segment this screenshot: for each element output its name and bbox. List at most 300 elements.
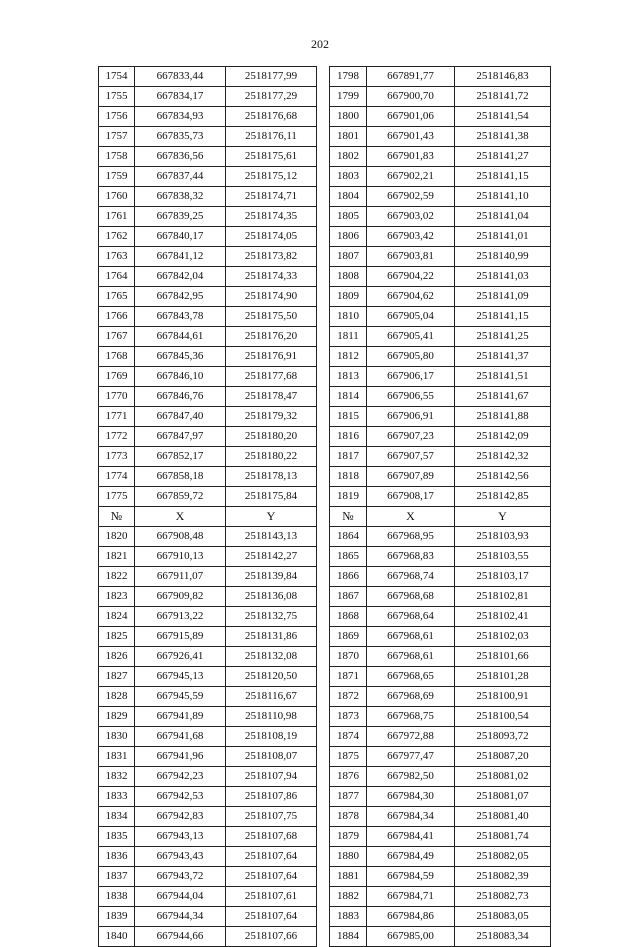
cell-right-no: 1865 — [330, 547, 367, 567]
table-row — [99, 847, 551, 867]
cell-left-x: 667943,13 — [135, 827, 226, 847]
cell-right-x: 667968,95 — [367, 527, 455, 547]
cell-left-y: 2518107,86 — [226, 787, 317, 807]
cell-left-y: 2518175,84 — [226, 487, 317, 507]
cell-right-no: 1817 — [330, 447, 367, 467]
cell-right-x: 667891,77 — [367, 67, 455, 87]
cell-left-x: 667835,73 — [135, 127, 226, 147]
cell-left-x: 667941,89 — [135, 707, 226, 727]
cell-left-no: 1827 — [99, 667, 135, 687]
table-row — [99, 767, 551, 787]
cell-left-y: 2518175,12 — [226, 167, 317, 187]
cell-left-no: 1838 — [99, 887, 135, 907]
cell-right-x: 667968,65 — [367, 667, 455, 687]
header-right-no: № — [330, 507, 367, 527]
cell-right-no: 1808 — [330, 267, 367, 287]
header-right-y: Y — [455, 507, 551, 527]
cell-left-no: 1820 — [99, 527, 135, 547]
cell-right-no: 1815 — [330, 407, 367, 427]
cell-left-y: 2518177,29 — [226, 87, 317, 107]
cell-right-no: 1868 — [330, 607, 367, 627]
table-row — [99, 587, 551, 607]
cell-left-y: 2518107,61 — [226, 887, 317, 907]
column-gap — [317, 607, 330, 627]
cell-right-x: 667905,80 — [367, 347, 455, 367]
cell-right-x: 667905,04 — [367, 307, 455, 327]
cell-left-x: 667844,61 — [135, 327, 226, 347]
table-row — [99, 167, 551, 187]
cell-left-no: 1826 — [99, 647, 135, 667]
cell-left-x: 667834,17 — [135, 87, 226, 107]
cell-right-y: 2518093,72 — [455, 727, 551, 747]
header-left-x: X — [135, 507, 226, 527]
table-row — [99, 247, 551, 267]
table-row — [99, 147, 551, 167]
cell-right-x: 667904,22 — [367, 267, 455, 287]
cell-right-x: 667968,61 — [367, 647, 455, 667]
cell-right-y: 2518142,32 — [455, 447, 551, 467]
cell-left-x: 667837,44 — [135, 167, 226, 187]
cell-left-no: 1833 — [99, 787, 135, 807]
cell-left-y: 2518107,94 — [226, 767, 317, 787]
table-row — [99, 307, 551, 327]
cell-right-no: 1802 — [330, 147, 367, 167]
cell-right-y: 2518142,56 — [455, 467, 551, 487]
cell-right-no: 1869 — [330, 627, 367, 647]
cell-left-y: 2518174,05 — [226, 227, 317, 247]
cell-right-no: 1807 — [330, 247, 367, 267]
cell-right-y: 2518102,41 — [455, 607, 551, 627]
cell-right-no: 1871 — [330, 667, 367, 687]
cell-right-no: 1805 — [330, 207, 367, 227]
cell-left-no: 1758 — [99, 147, 135, 167]
cell-left-y: 2518110,98 — [226, 707, 317, 727]
cell-right-y: 2518141,27 — [455, 147, 551, 167]
table-row — [99, 327, 551, 347]
table-row — [99, 227, 551, 247]
cell-left-no: 1775 — [99, 487, 135, 507]
column-gap — [317, 367, 330, 387]
cell-left-x: 667847,40 — [135, 407, 226, 427]
cell-right-x: 667982,50 — [367, 767, 455, 787]
cell-left-x: 667847,97 — [135, 427, 226, 447]
cell-left-x: 667846,76 — [135, 387, 226, 407]
cell-right-x: 667984,49 — [367, 847, 455, 867]
cell-left-y: 2518142,27 — [226, 547, 317, 567]
table-row — [99, 787, 551, 807]
column-gap — [317, 447, 330, 467]
cell-left-x: 667943,43 — [135, 847, 226, 867]
column-gap — [317, 907, 330, 927]
cell-right-y: 2518141,04 — [455, 207, 551, 227]
table-row — [99, 827, 551, 847]
cell-left-y: 2518180,22 — [226, 447, 317, 467]
table-row — [99, 67, 551, 87]
cell-left-no: 1757 — [99, 127, 135, 147]
column-gap — [317, 767, 330, 787]
cell-right-y: 2518103,93 — [455, 527, 551, 547]
column-gap — [317, 107, 330, 127]
cell-right-no: 1876 — [330, 767, 367, 787]
column-gap — [317, 527, 330, 547]
cell-left-y: 2518176,91 — [226, 347, 317, 367]
cell-right-y: 2518141,25 — [455, 327, 551, 347]
cell-right-x: 667968,83 — [367, 547, 455, 567]
cell-right-y: 2518141,88 — [455, 407, 551, 427]
cell-left-no: 1759 — [99, 167, 135, 187]
table-row — [99, 867, 551, 887]
column-gap — [317, 887, 330, 907]
table-row — [99, 527, 551, 547]
cell-left-no: 1756 — [99, 107, 135, 127]
cell-left-x: 667943,72 — [135, 867, 226, 887]
cell-right-x: 667903,02 — [367, 207, 455, 227]
cell-right-y: 2518083,34 — [455, 927, 551, 947]
cell-left-x: 667908,48 — [135, 527, 226, 547]
cell-right-no: 1804 — [330, 187, 367, 207]
cell-left-no: 1761 — [99, 207, 135, 227]
cell-right-y: 2518082,39 — [455, 867, 551, 887]
column-gap — [317, 327, 330, 347]
table-row — [99, 427, 551, 447]
cell-right-y: 2518100,91 — [455, 687, 551, 707]
column-gap — [317, 847, 330, 867]
cell-right-x: 667905,41 — [367, 327, 455, 347]
cell-left-y: 2518120,50 — [226, 667, 317, 687]
column-gap — [317, 827, 330, 847]
table-row — [99, 667, 551, 687]
cell-right-y: 2518101,28 — [455, 667, 551, 687]
cell-left-y: 2518180,20 — [226, 427, 317, 447]
cell-left-y: 2518176,11 — [226, 127, 317, 147]
column-gap — [317, 567, 330, 587]
cell-right-x: 667906,55 — [367, 387, 455, 407]
cell-left-x: 667926,41 — [135, 647, 226, 667]
column-gap — [317, 267, 330, 287]
cell-right-y: 2518081,40 — [455, 807, 551, 827]
cell-right-x: 667902,59 — [367, 187, 455, 207]
cell-left-x: 667942,53 — [135, 787, 226, 807]
cell-left-x: 667845,36 — [135, 347, 226, 367]
cell-left-y: 2518179,32 — [226, 407, 317, 427]
column-gap — [317, 647, 330, 667]
cell-right-x: 667906,91 — [367, 407, 455, 427]
column-gap — [317, 67, 330, 87]
table-row — [99, 647, 551, 667]
cell-right-x: 667901,83 — [367, 147, 455, 167]
table-row — [99, 567, 551, 587]
cell-left-no: 1772 — [99, 427, 135, 447]
page-number: 202 — [311, 37, 329, 51]
column-gap — [317, 707, 330, 727]
cell-left-x: 667945,59 — [135, 687, 226, 707]
cell-left-y: 2518174,33 — [226, 267, 317, 287]
cell-right-y: 2518082,73 — [455, 887, 551, 907]
cell-left-x: 667911,07 — [135, 567, 226, 587]
table-row — [99, 727, 551, 747]
cell-right-no: 1798 — [330, 67, 367, 87]
cell-left-x: 667941,68 — [135, 727, 226, 747]
cell-left-x: 667852,17 — [135, 447, 226, 467]
header-left-y: Y — [226, 507, 317, 527]
column-gap — [317, 247, 330, 267]
cell-right-no: 1879 — [330, 827, 367, 847]
cell-left-no: 1832 — [99, 767, 135, 787]
cell-left-x: 667944,04 — [135, 887, 226, 907]
cell-right-x: 667901,06 — [367, 107, 455, 127]
cell-right-x: 667984,41 — [367, 827, 455, 847]
cell-right-x: 667907,57 — [367, 447, 455, 467]
table-row — [99, 927, 551, 947]
cell-right-y: 2518083,05 — [455, 907, 551, 927]
column-gap — [317, 307, 330, 327]
cell-left-y: 2518107,64 — [226, 847, 317, 867]
table-row — [99, 207, 551, 227]
cell-left-x: 667833,44 — [135, 67, 226, 87]
cell-right-y: 2518141,10 — [455, 187, 551, 207]
cell-right-y: 2518141,15 — [455, 307, 551, 327]
table-row — [99, 707, 551, 727]
cell-right-y: 2518100,54 — [455, 707, 551, 727]
cell-right-x: 667968,68 — [367, 587, 455, 607]
cell-left-no: 1824 — [99, 607, 135, 627]
cell-left-y: 2518176,20 — [226, 327, 317, 347]
cell-left-no: 1763 — [99, 247, 135, 267]
cell-right-y: 2518142,85 — [455, 487, 551, 507]
cell-left-x: 667842,04 — [135, 267, 226, 287]
table-row — [99, 607, 551, 627]
cell-left-y: 2518131,86 — [226, 627, 317, 647]
cell-left-no: 1754 — [99, 67, 135, 87]
cell-left-x: 667843,78 — [135, 307, 226, 327]
cell-left-x: 667944,66 — [135, 927, 226, 947]
cell-left-x: 667942,83 — [135, 807, 226, 827]
cell-left-x: 667846,10 — [135, 367, 226, 387]
cell-right-y: 2518102,03 — [455, 627, 551, 647]
cell-right-no: 1873 — [330, 707, 367, 727]
column-gap — [317, 867, 330, 887]
table-row — [99, 627, 551, 647]
cell-right-x: 667906,17 — [367, 367, 455, 387]
cell-left-y: 2518178,13 — [226, 467, 317, 487]
column-gap — [317, 287, 330, 307]
cell-right-x: 667984,59 — [367, 867, 455, 887]
cell-right-y: 2518141,01 — [455, 227, 551, 247]
cell-left-y: 2518175,50 — [226, 307, 317, 327]
cell-right-y: 2518087,20 — [455, 747, 551, 767]
cell-left-no: 1829 — [99, 707, 135, 727]
cell-right-x: 667907,23 — [367, 427, 455, 447]
cell-left-no: 1823 — [99, 587, 135, 607]
cell-right-y: 2518081,74 — [455, 827, 551, 847]
table-row — [99, 87, 551, 107]
cell-right-x: 667977,47 — [367, 747, 455, 767]
column-gap — [317, 587, 330, 607]
column-gap — [317, 467, 330, 487]
cell-left-x: 667913,22 — [135, 607, 226, 627]
cell-right-y: 2518081,02 — [455, 767, 551, 787]
cell-right-x: 667968,69 — [367, 687, 455, 707]
column-gap — [317, 147, 330, 167]
cell-right-y: 2518142,09 — [455, 427, 551, 447]
cell-left-no: 1831 — [99, 747, 135, 767]
cell-right-no: 1813 — [330, 367, 367, 387]
cell-right-y: 2518141,51 — [455, 367, 551, 387]
cell-left-no: 1769 — [99, 367, 135, 387]
column-gap — [317, 727, 330, 747]
cell-right-no: 1816 — [330, 427, 367, 447]
cell-right-x: 667902,21 — [367, 167, 455, 187]
cell-left-no: 1762 — [99, 227, 135, 247]
cell-right-no: 1801 — [330, 127, 367, 147]
column-gap — [317, 687, 330, 707]
cell-right-y: 2518141,67 — [455, 387, 551, 407]
cell-left-no: 1836 — [99, 847, 135, 867]
cell-right-no: 1806 — [330, 227, 367, 247]
column-gap — [317, 127, 330, 147]
cell-right-y: 2518101,66 — [455, 647, 551, 667]
cell-right-y: 2518102,81 — [455, 587, 551, 607]
cell-right-y: 2518141,72 — [455, 87, 551, 107]
column-gap — [317, 507, 330, 527]
cell-left-y: 2518177,68 — [226, 367, 317, 387]
cell-left-x: 667909,82 — [135, 587, 226, 607]
cell-left-no: 1774 — [99, 467, 135, 487]
cell-left-x: 667942,23 — [135, 767, 226, 787]
table-row — [99, 447, 551, 467]
cell-right-x: 667968,75 — [367, 707, 455, 727]
cell-right-y: 2518141,38 — [455, 127, 551, 147]
cell-right-x: 667984,34 — [367, 807, 455, 827]
cell-left-x: 667944,34 — [135, 907, 226, 927]
table-row — [99, 107, 551, 127]
cell-left-y: 2518174,71 — [226, 187, 317, 207]
cell-left-y: 2518107,64 — [226, 867, 317, 887]
column-gap — [317, 927, 330, 947]
cell-left-x: 667840,17 — [135, 227, 226, 247]
cell-left-y: 2518132,08 — [226, 647, 317, 667]
cell-left-no: 1765 — [99, 287, 135, 307]
table-row — [99, 187, 551, 207]
column-gap — [317, 207, 330, 227]
column-gap — [317, 387, 330, 407]
column-gap — [317, 427, 330, 447]
cell-left-no: 1770 — [99, 387, 135, 407]
table-row — [99, 547, 551, 567]
cell-right-no: 1810 — [330, 307, 367, 327]
table-row — [99, 367, 551, 387]
cell-right-no: 1882 — [330, 887, 367, 907]
cell-right-x: 667984,86 — [367, 907, 455, 927]
cell-right-y: 2518082,05 — [455, 847, 551, 867]
table-row — [99, 487, 551, 507]
column-gap — [317, 487, 330, 507]
cell-left-y: 2518136,08 — [226, 587, 317, 607]
cell-right-y: 2518141,37 — [455, 347, 551, 367]
cell-left-y: 2518116,67 — [226, 687, 317, 707]
cell-left-no: 1767 — [99, 327, 135, 347]
cell-right-y: 2518103,17 — [455, 567, 551, 587]
cell-right-x: 667968,61 — [367, 627, 455, 647]
cell-left-y: 2518174,90 — [226, 287, 317, 307]
cell-left-y: 2518177,99 — [226, 67, 317, 87]
column-gap — [317, 667, 330, 687]
cell-left-no: 1766 — [99, 307, 135, 327]
cell-right-no: 1814 — [330, 387, 367, 407]
cell-left-no: 1825 — [99, 627, 135, 647]
cell-right-x: 667900,70 — [367, 87, 455, 107]
table-row — [99, 467, 551, 487]
cell-left-x: 667858,18 — [135, 467, 226, 487]
cell-right-no: 1812 — [330, 347, 367, 367]
cell-right-no: 1866 — [330, 567, 367, 587]
cell-right-no: 1884 — [330, 927, 367, 947]
cell-right-x: 667901,43 — [367, 127, 455, 147]
cell-right-y: 2518146,83 — [455, 67, 551, 87]
cell-right-no: 1803 — [330, 167, 367, 187]
cell-right-x: 667904,62 — [367, 287, 455, 307]
cell-left-no: 1830 — [99, 727, 135, 747]
cell-right-no: 1819 — [330, 487, 367, 507]
header-left-no: № — [99, 507, 135, 527]
cell-left-x: 667836,56 — [135, 147, 226, 167]
cell-left-no: 1760 — [99, 187, 135, 207]
cell-left-y: 2518107,64 — [226, 907, 317, 927]
cell-right-no: 1800 — [330, 107, 367, 127]
table-row — [99, 887, 551, 907]
cell-left-y: 2518108,07 — [226, 747, 317, 767]
column-gap — [317, 167, 330, 187]
cell-right-no: 1883 — [330, 907, 367, 927]
cell-right-no: 1875 — [330, 747, 367, 767]
cell-right-no: 1818 — [330, 467, 367, 487]
cell-left-x: 667945,13 — [135, 667, 226, 687]
cell-left-no: 1768 — [99, 347, 135, 367]
header-row — [99, 507, 551, 527]
column-gap — [317, 807, 330, 827]
cell-left-no: 1828 — [99, 687, 135, 707]
cell-left-y: 2518108,19 — [226, 727, 317, 747]
cell-left-y: 2518107,68 — [226, 827, 317, 847]
cell-left-x: 667915,89 — [135, 627, 226, 647]
cell-right-x: 667907,89 — [367, 467, 455, 487]
column-gap — [317, 627, 330, 647]
cell-right-no: 1880 — [330, 847, 367, 867]
column-gap — [317, 347, 330, 367]
cell-left-y: 2518173,82 — [226, 247, 317, 267]
cell-left-x: 667941,96 — [135, 747, 226, 767]
cell-left-y: 2518174,35 — [226, 207, 317, 227]
header-right-x: X — [367, 507, 455, 527]
cell-right-y: 2518141,54 — [455, 107, 551, 127]
cell-left-y: 2518107,66 — [226, 927, 317, 947]
cell-left-y: 2518176,68 — [226, 107, 317, 127]
cell-left-y: 2518178,47 — [226, 387, 317, 407]
cell-left-y: 2518132,75 — [226, 607, 317, 627]
cell-left-x: 667838,32 — [135, 187, 226, 207]
cell-right-no: 1799 — [330, 87, 367, 107]
table-row — [99, 347, 551, 367]
cell-left-y: 2518139,84 — [226, 567, 317, 587]
column-gap — [317, 227, 330, 247]
cell-right-no: 1809 — [330, 287, 367, 307]
cell-left-x: 667834,93 — [135, 107, 226, 127]
table-row — [99, 407, 551, 427]
cell-right-y: 2518140,99 — [455, 247, 551, 267]
column-gap — [317, 787, 330, 807]
cell-left-no: 1837 — [99, 867, 135, 887]
cell-right-no: 1864 — [330, 527, 367, 547]
